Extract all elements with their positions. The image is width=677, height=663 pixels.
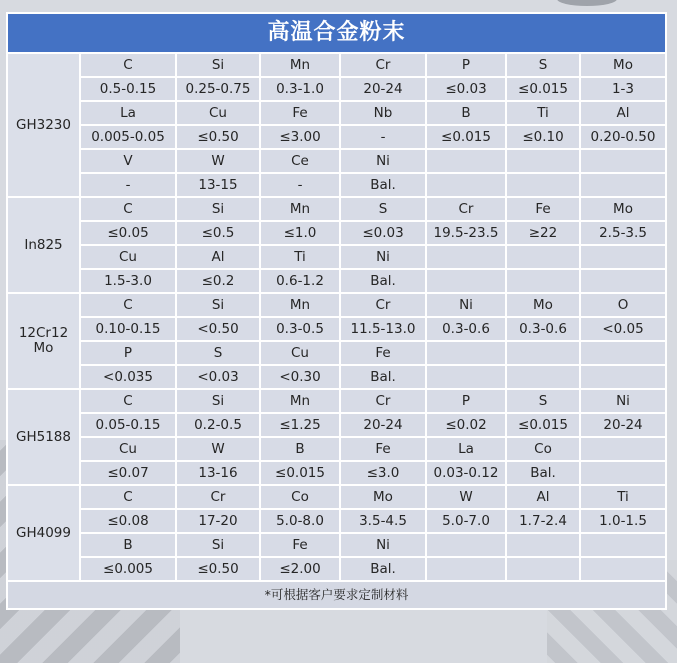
element-value-cell: 17-20 <box>176 509 260 533</box>
element-symbol-cell: Cu <box>260 341 340 365</box>
element-value-cell: ≤0.015 <box>506 413 580 437</box>
element-symbol-cell: Fe <box>260 101 340 125</box>
element-value-cell: ≤0.02 <box>426 413 506 437</box>
element-symbol-cell: Nb <box>340 101 426 125</box>
element-value-cell: ≤0.015 <box>426 125 506 149</box>
element-value-cell: 0.3-0.5 <box>260 317 340 341</box>
element-symbol-cell <box>580 533 666 557</box>
table-row <box>7 317 666 341</box>
element-symbol-cell: Al <box>580 101 666 125</box>
element-value-cell: ≤0.5 <box>176 221 260 245</box>
element-value-cell <box>580 365 666 389</box>
element-symbol-cell: V <box>80 149 176 173</box>
element-value-cell: 0.3-0.6 <box>506 317 580 341</box>
table-row <box>7 509 666 533</box>
element-value-cell: 0.25-0.75 <box>176 77 260 101</box>
table-row <box>7 125 666 149</box>
element-value-cell: Bal. <box>340 557 426 581</box>
element-symbol-cell: Fe <box>340 437 426 461</box>
table-row <box>7 173 666 197</box>
element-symbol-cell: Ni <box>340 149 426 173</box>
element-symbol-cell: Ni <box>426 293 506 317</box>
element-symbol-cell: C <box>80 293 176 317</box>
element-symbol-cell: Si <box>176 293 260 317</box>
table-row <box>7 101 666 125</box>
element-symbol-cell <box>426 533 506 557</box>
element-value-cell <box>580 557 666 581</box>
element-value-cell: Bal. <box>340 173 426 197</box>
element-value-cell: <0.05 <box>580 317 666 341</box>
element-value-cell: 0.5-0.15 <box>80 77 176 101</box>
element-symbol-cell <box>506 149 580 173</box>
table-row <box>7 293 666 317</box>
element-value-cell: ≤0.015 <box>506 77 580 101</box>
element-value-cell: 0.6-1.2 <box>260 269 340 293</box>
element-value-cell: ≤0.50 <box>176 125 260 149</box>
element-value-cell: 5.0-7.0 <box>426 509 506 533</box>
table-row <box>7 485 666 509</box>
element-value-cell: Bal. <box>506 461 580 485</box>
element-value-cell: ≤0.03 <box>426 77 506 101</box>
element-symbol-cell: C <box>80 197 176 221</box>
element-symbol-cell <box>426 149 506 173</box>
element-symbol-cell: B <box>260 437 340 461</box>
table-row <box>7 437 666 461</box>
element-value-cell: 0.005-0.05 <box>80 125 176 149</box>
element-value-cell: <0.30 <box>260 365 340 389</box>
element-value-cell: - <box>80 173 176 197</box>
element-value-cell: 0.10-0.15 <box>80 317 176 341</box>
element-symbol-cell: P <box>80 341 176 365</box>
element-value-cell: Bal. <box>340 365 426 389</box>
table-row <box>7 197 666 221</box>
table-row <box>7 461 666 485</box>
element-value-cell: ≤1.0 <box>260 221 340 245</box>
element-symbol-cell: Al <box>176 245 260 269</box>
element-symbol-cell: C <box>80 485 176 509</box>
element-symbol-cell: Ce <box>260 149 340 173</box>
element-symbol-cell: Si <box>176 389 260 413</box>
element-symbol-cell: La <box>80 101 176 125</box>
table-row <box>7 365 666 389</box>
element-value-cell: 1.7-2.4 <box>506 509 580 533</box>
table-row <box>7 413 666 437</box>
element-value-cell <box>426 269 506 293</box>
element-value-cell: ≤0.50 <box>176 557 260 581</box>
element-value-cell <box>426 365 506 389</box>
element-symbol-cell: O <box>580 293 666 317</box>
element-value-cell: - <box>260 173 340 197</box>
element-value-cell: 1.5-3.0 <box>80 269 176 293</box>
element-value-cell: 0.20-0.50 <box>580 125 666 149</box>
element-value-cell: ≤0.03 <box>340 221 426 245</box>
element-value-cell: <0.50 <box>176 317 260 341</box>
element-value-cell: 20-24 <box>340 77 426 101</box>
element-value-cell <box>426 173 506 197</box>
element-symbol-cell: Cu <box>176 101 260 125</box>
element-symbol-cell: Cr <box>176 485 260 509</box>
table-row <box>7 389 666 413</box>
element-value-cell: 20-24 <box>340 413 426 437</box>
element-value-cell: 0.3-1.0 <box>260 77 340 101</box>
element-value-cell <box>506 269 580 293</box>
element-symbol-cell <box>506 341 580 365</box>
element-value-cell: 1.0-1.5 <box>580 509 666 533</box>
alloy-grade-cell: GH5188 <box>7 389 80 485</box>
element-symbol-cell: Fe <box>506 197 580 221</box>
element-value-cell: 0.2-0.5 <box>176 413 260 437</box>
table-row <box>7 269 666 293</box>
element-symbol-cell: Ti <box>580 485 666 509</box>
table-row <box>7 245 666 269</box>
element-value-cell <box>506 557 580 581</box>
element-symbol-cell: Ti <box>506 101 580 125</box>
element-symbol-cell: La <box>426 437 506 461</box>
element-symbol-cell: Cu <box>80 245 176 269</box>
element-symbol-cell: B <box>80 533 176 557</box>
element-symbol-cell: Si <box>176 197 260 221</box>
element-symbol-cell: Mn <box>260 53 340 77</box>
element-symbol-cell: C <box>80 389 176 413</box>
element-symbol-cell: S <box>176 341 260 365</box>
element-symbol-cell: Al <box>506 485 580 509</box>
table-row <box>7 149 666 173</box>
element-symbol-cell: Ni <box>580 389 666 413</box>
element-symbol-cell: W <box>176 437 260 461</box>
element-symbol-cell: P <box>426 53 506 77</box>
element-value-cell: ≤0.2 <box>176 269 260 293</box>
element-value-cell: ≤2.00 <box>260 557 340 581</box>
element-value-cell: ≤0.05 <box>80 221 176 245</box>
element-value-cell: <0.035 <box>80 365 176 389</box>
alloy-grade-cell: GH3230 <box>7 53 80 197</box>
element-value-cell: <0.03 <box>176 365 260 389</box>
element-symbol-cell: Mn <box>260 197 340 221</box>
element-symbol-cell: Si <box>176 53 260 77</box>
element-symbol-cell: Mn <box>260 293 340 317</box>
element-value-cell <box>580 173 666 197</box>
table-row <box>7 533 666 557</box>
element-value-cell: 0.3-0.6 <box>426 317 506 341</box>
element-value-cell: 13-15 <box>176 173 260 197</box>
element-symbol-cell: Cr <box>340 53 426 77</box>
element-value-cell: 0.03-0.12 <box>426 461 506 485</box>
element-value-cell: Bal. <box>340 269 426 293</box>
element-symbol-cell: Mo <box>580 197 666 221</box>
element-symbol-cell: Cu <box>80 437 176 461</box>
element-value-cell: 0.05-0.15 <box>80 413 176 437</box>
element-value-cell: 1-3 <box>580 77 666 101</box>
element-symbol-cell <box>580 149 666 173</box>
element-symbol-cell <box>506 533 580 557</box>
element-symbol-cell: Co <box>260 485 340 509</box>
alloy-grade-cell: In825 <box>7 197 80 293</box>
element-value-cell: 2.5-3.5 <box>580 221 666 245</box>
element-value-cell: - <box>340 125 426 149</box>
element-value-cell: 13-16 <box>176 461 260 485</box>
element-symbol-cell: S <box>506 389 580 413</box>
element-value-cell: ≤0.08 <box>80 509 176 533</box>
table-row <box>7 557 666 581</box>
footnote: *可根据客户要求定制材料 <box>7 581 666 609</box>
element-symbol-cell: C <box>80 53 176 77</box>
element-value-cell: 11.5-13.0 <box>340 317 426 341</box>
element-symbol-cell <box>580 437 666 461</box>
element-value-cell <box>506 173 580 197</box>
element-value-cell: ≥22 <box>506 221 580 245</box>
table-row <box>7 77 666 101</box>
element-symbol-cell: Mo <box>580 53 666 77</box>
element-symbol-cell <box>506 245 580 269</box>
table-row <box>7 53 666 77</box>
element-value-cell <box>506 365 580 389</box>
alloy-composition-table <box>6 12 667 610</box>
element-symbol-cell: Ti <box>260 245 340 269</box>
element-symbol-cell <box>580 341 666 365</box>
element-value-cell: 5.0-8.0 <box>260 509 340 533</box>
element-symbol-cell: Mo <box>506 293 580 317</box>
element-symbol-cell: Fe <box>340 341 426 365</box>
element-symbol-cell <box>426 341 506 365</box>
element-value-cell: ≤0.10 <box>506 125 580 149</box>
element-symbol-cell <box>426 245 506 269</box>
element-value-cell: ≤0.015 <box>260 461 340 485</box>
element-symbol-cell: Ni <box>340 245 426 269</box>
element-value-cell <box>580 269 666 293</box>
element-symbol-cell <box>580 245 666 269</box>
element-symbol-cell: P <box>426 389 506 413</box>
element-value-cell: 3.5-4.5 <box>340 509 426 533</box>
element-value-cell: ≤1.25 <box>260 413 340 437</box>
element-symbol-cell: Cr <box>340 293 426 317</box>
element-symbol-cell: B <box>426 101 506 125</box>
table-row <box>7 221 666 245</box>
element-value-cell: 20-24 <box>580 413 666 437</box>
element-symbol-cell: Si <box>176 533 260 557</box>
element-symbol-cell: W <box>426 485 506 509</box>
element-symbol-cell: Ni <box>340 533 426 557</box>
element-symbol-cell: S <box>340 197 426 221</box>
table-row <box>7 341 666 365</box>
element-symbol-cell: Fe <box>260 533 340 557</box>
element-value-cell: ≤0.07 <box>80 461 176 485</box>
element-symbol-cell: W <box>176 149 260 173</box>
element-symbol-cell: Mn <box>260 389 340 413</box>
element-symbol-cell: Mo <box>340 485 426 509</box>
element-value-cell: ≤0.005 <box>80 557 176 581</box>
element-value-cell <box>580 461 666 485</box>
element-value-cell: ≤3.0 <box>340 461 426 485</box>
element-symbol-cell: Co <box>506 437 580 461</box>
table-title: 高温合金粉末 <box>7 13 666 53</box>
alloy-grade-cell: GH4099 <box>7 485 80 581</box>
element-symbol-cell: S <box>506 53 580 77</box>
element-value-cell: 19.5-23.5 <box>426 221 506 245</box>
element-value-cell <box>426 557 506 581</box>
alloy-grade-cell: 12Cr12 Mo <box>7 293 80 389</box>
element-symbol-cell: Cr <box>426 197 506 221</box>
element-symbol-cell: Cr <box>340 389 426 413</box>
element-value-cell: ≤3.00 <box>260 125 340 149</box>
